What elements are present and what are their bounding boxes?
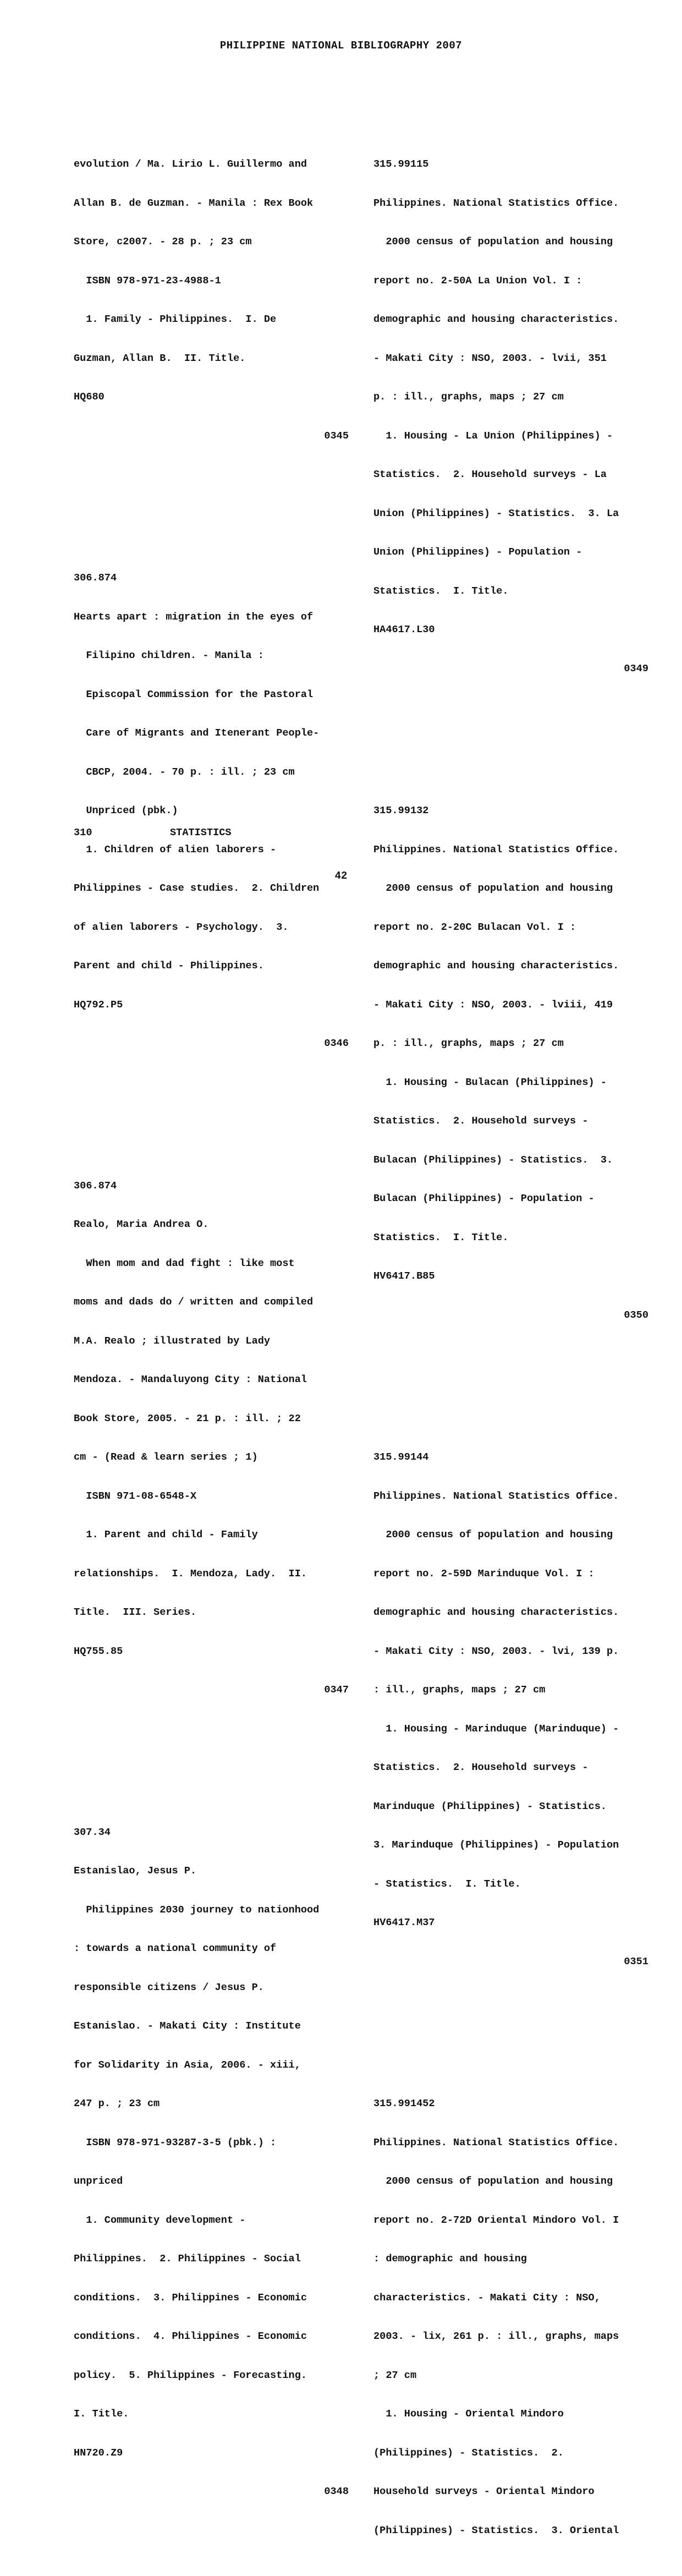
entry-line: 1. Parent and child - Family [74,1529,258,1541]
entry-line: characteristics. - Makati City : NSO, [373,2292,601,2304]
entry-line: 1. Housing - Oriental Mindoro [373,2408,564,2420]
entry-line: moms and dads do / written and compiled [74,1296,314,1308]
entry-line: demographic and housing characteristics. [373,960,619,972]
class-number: 315.99144 [373,1451,429,1463]
entry-line: of alien laborers - Psychology. 3. [74,921,289,933]
class-number: 306.874 [74,572,117,584]
entry-line: Allan B. de Guzman. - Manila : Rex Book [74,197,314,209]
entry-line: Title. III. Series. [74,1607,197,1618]
entry-line: - Statistics. I. Title. [373,1878,521,1890]
entry-line: Estanislao, Jesus P. [74,1865,197,1877]
entry-line: Statistics. I. Title. [373,585,509,597]
entry-line: (Philippines) - Statistics. 2. [373,2447,564,2459]
entry-line: : ill., graphs, maps ; 27 cm [373,1684,546,1696]
call-number: HV6417.B85 [373,1270,435,1282]
class-number: 315.99132 [373,805,429,816]
continuation-entry [74,132,349,468]
page-number: 42 [334,870,348,882]
bibliographic-entry [373,2071,648,2563]
entry-line: Hearts apart : migration in the eyes of [74,611,314,623]
entry-line: conditions. 3. Philippines - Economic [74,2292,307,2304]
bibliographic-entry [373,132,648,701]
call-number: HN720.Z9 [74,2447,123,2459]
entry-number: 0350 [624,1309,648,1321]
entry-number: 0345 [324,430,349,442]
entry-line: 1. Community development - [74,2214,246,2226]
entry-line: Philippines. National Statistics Office. [373,843,619,856]
entry-line: responsible citizens / Jesus P. [74,1981,264,1993]
entry-line: Philippines. National Statistics Office. [373,197,619,209]
entry-line: Statistics. I. Title. [373,1231,509,1243]
entry-line: p. : ill., graphs, maps ; 27 cm [373,1038,564,1049]
class-number: 306.874 [74,1180,117,1192]
entry-line: Statistics. 2. Household surveys - La [373,469,607,480]
entry-line: report no. 2-20C Bulacan Vol. I : [373,921,576,933]
entry-line: Household surveys - Oriental Mindoro [373,2486,595,2497]
entry-number: 0349 [624,662,648,675]
entry-line: ISBN 978-971-23-4988-1 [74,275,221,287]
entry-line: Care of Migrants and Itenerant People- [74,727,320,739]
entry-line: 2000 census of population and housing [373,883,613,894]
class-number: 315.991452 [373,2098,435,2109]
entry-line: Philippines. National Statistics Office. [373,2136,619,2149]
call-number: HQ792.P5 [74,999,123,1011]
entry-line: Guzman, Allan B. II. Title. [74,352,246,364]
entry-line: - Makati City : NSO, 2003. - lvi, 139 p. [373,1645,619,1657]
section-number: 310 [74,827,92,838]
entry-line: policy. 5. Philippines - Forecasting. [74,2369,307,2381]
entry-line: Parent and child - Philippines. [74,960,264,972]
section-heading [74,827,232,838]
entry-line: : towards a national community of [74,1943,277,1954]
page-header: PHILIPPINE NATIONAL BIBLIOGRAPHY 2007 [219,40,463,52]
entry-line: Bulacan (Philippines) - Population - [373,1193,595,1204]
entry-number: 0346 [324,1038,349,1049]
entry-line: for Solidarity in Asia, 2006. - xiii, [74,2059,301,2071]
entry-line: Philippines. National Statistics Office. [373,1490,619,1502]
bibliographic-entry [74,1154,349,1723]
entry-line: Union (Philippines) - Population - [373,546,582,558]
call-number: HQ680 [74,391,105,403]
call-number: HA4617.L30 [373,624,435,635]
entry-line: 3. Marinduque (Philippines) - Population [373,1839,619,1851]
entry-line: Store, c2007. - 28 p. ; 23 cm [74,236,252,248]
entry-line: 2000 census of population and housing [373,236,613,248]
entry-line: 247 p. ; 23 cm [74,2098,160,2109]
entry-line: Book Store, 2005. - 21 p. : ill. ; 22 [74,1412,301,1424]
section-title: STATISTICS [170,827,232,838]
entry-line: 1. Children of alien laborers - [74,843,277,856]
entry-line: 1. Housing - Marinduque (Marinduque) - [373,1723,619,1735]
entry-line: Filipino children. - Manila : [74,650,264,661]
entry-line: report no. 2-59D Marinduque Vol. I : [373,1567,595,1580]
entry-line: demographic and housing characteristics. [373,1607,619,1618]
entry-line: report no. 2-50A La Union Vol. I : [373,275,582,287]
entry-line: Marinduque (Philippines) - Statistics. [373,1800,607,1812]
entry-number: 0347 [324,1684,349,1696]
entry-line: M.A. Realo ; illustrated by Lady [74,1335,271,1347]
bibliographic-entry [74,546,349,1076]
entry-line: Estanislao. - Makati City : Institute [74,2020,301,2032]
entry-line: When mom and dad fight : like most [74,1257,295,1269]
bibliographic-entry [373,1425,648,1994]
entry-line: Bulacan (Philippines) - Statistics. 3. [373,1154,613,1166]
entry-line: relationships. I. Mendoza, Lady. II. [74,1567,307,1580]
entry-line: 1. Housing - Bulacan (Philippines) - [373,1076,607,1088]
entry-line: Episcopal Commission for the Pastoral [74,688,314,700]
entry-line: ISBN 978-971-93287-3-5 (pbk.) : [74,2136,277,2149]
entry-line: 2000 census of population and housing [373,2175,613,2187]
entry-line: Realo, Maria Andrea O. [74,1219,209,1230]
entry-line: report no. 2-72D Oriental Mindoro Vol. I [373,2214,619,2226]
entry-line: 2003. - lix, 261 p. : ill., graphs, maps [373,2331,619,2342]
right-column [373,106,648,2576]
entry-line: Philippines - Case studies. 2. Children [74,883,320,894]
entry-line: (Philippines) - Statistics. 3. Oriental [373,2524,619,2536]
entry-line: Statistics. 2. Household surveys - [373,1762,588,1773]
entry-line: Statistics. 2. Household surveys - [373,1115,588,1127]
entry-line: Philippines. 2. Philippines - Social [74,2253,301,2265]
entry-line: conditions. 4. Philippines - Economic [74,2331,307,2342]
entry-line: - Makati City : NSO, 2003. - lvii, 351 [373,352,607,364]
left-column [74,106,349,2537]
class-number: 315.99115 [373,158,429,170]
entry-line: CBCP, 2004. - 70 p. : ill. ; 23 cm [74,766,295,778]
entry-number: 0348 [324,2486,349,2497]
entry-line: ; 27 cm [373,2369,417,2381]
entry-line: evolution / Ma. Lirio L. Guillermo and [74,158,307,170]
entry-line: unpriced [74,2175,123,2187]
entry-line: cm - (Read & learn series ; 1) [74,1451,258,1463]
bibliographic-entry [74,1800,349,2524]
entry-line: I. Title. [74,2408,129,2420]
entry-line: 1. Housing - La Union (Philippines) - [373,430,613,442]
entry-line: Union (Philippines) - Statistics. 3. La [373,507,619,519]
entry-line: 1. Family - Philippines. I. De [74,314,277,325]
entry-line: p. : ill., graphs, maps ; 27 cm [373,391,564,403]
entry-line: demographic and housing characteristics. [373,314,619,325]
entry-line: Unpriced (pbk.) [74,805,178,816]
entry-line: : demographic and housing [373,2253,527,2265]
entry-line: 2000 census of population and housing [373,1529,613,1541]
entry-line: Mendoza. - Mandaluyong City : National [74,1374,307,1385]
entry-number: 0351 [624,1955,648,1967]
entry-line: - Makati City : NSO, 2003. - lviii, 419 [373,999,613,1011]
entry-line: Philippines 2030 journey to nationhood [74,1904,320,1916]
call-number: HQ755.85 [74,1645,123,1657]
class-number: 307.34 [74,1826,111,1838]
entry-line: ISBN 971-08-6548-X [74,1490,197,1502]
call-number: HV6417.M37 [373,1917,435,1928]
bibliographic-entry [373,779,648,1347]
